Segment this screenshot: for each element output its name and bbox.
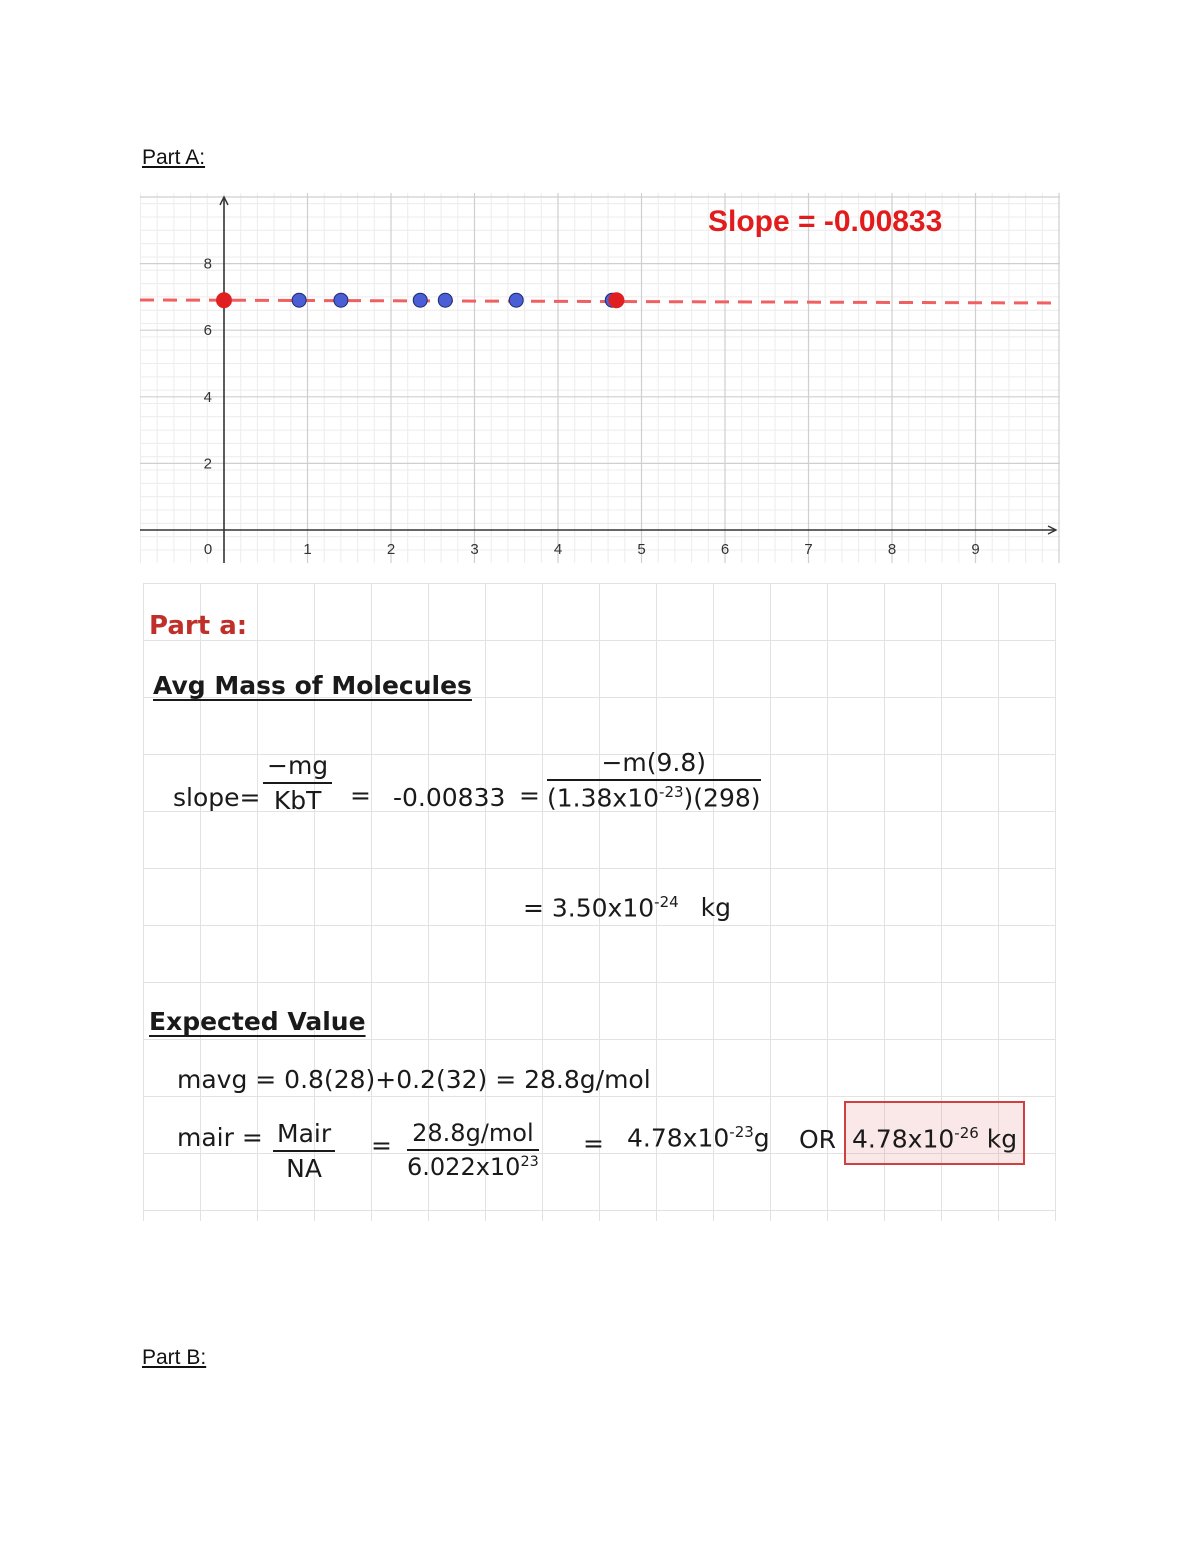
x-tick-label: 1 <box>303 541 312 558</box>
mair-label: mair = <box>177 1123 263 1152</box>
result-base: = 3.50x10 <box>523 893 655 923</box>
data-point <box>438 293 452 307</box>
scatter-graph <box>140 193 1060 563</box>
x-tick-label: 6 <box>720 541 730 558</box>
fraction-mg-over-kbt <box>263 751 332 815</box>
slope-value: -0.00833 <box>393 783 506 812</box>
handwritten-notes <box>143 583 1056 1221</box>
fit-endpoint <box>608 292 624 308</box>
x-tick-label: 0 <box>203 541 213 558</box>
data-point <box>413 293 427 307</box>
fit-line <box>140 300 1060 303</box>
fraction-mass-expression <box>547 748 761 812</box>
fraction-numerator: Mair <box>273 1119 335 1152</box>
mavg-line: mavg = 0.8(28)+0.2(32) = 28.8g/mol <box>177 1065 651 1094</box>
chart-title: Slope = -0.00833 <box>708 205 943 238</box>
denominator-tail: )(298) <box>683 783 761 813</box>
part-a-heading: Part A: <box>142 146 206 169</box>
result-unit: g <box>753 1123 770 1153</box>
denominator-base: 6.022x10 <box>407 1153 521 1181</box>
axes <box>140 197 1056 563</box>
avg-mass-heading: Avg Mass of Molecules <box>153 671 472 700</box>
denominator-exponent: 23 <box>520 1154 539 1170</box>
fraction-denominator: NA <box>286 1154 322 1183</box>
fit-endpoint <box>216 292 232 308</box>
x-tick-label: 2 <box>386 541 396 558</box>
fraction-molar-mass-over-avogadro <box>407 1119 539 1181</box>
or-label: OR <box>799 1125 837 1154</box>
result-unit: kg <box>700 893 731 923</box>
minor-grid <box>140 193 1060 563</box>
x-tick-label: 9 <box>971 541 980 558</box>
equals-sign: = <box>519 781 540 810</box>
boxed-final-answer <box>844 1101 1025 1165</box>
part-b-heading: Part B: <box>142 1346 207 1369</box>
result-exponent: -26 <box>954 1124 979 1142</box>
fraction-denominator <box>547 781 761 812</box>
fraction-denominator: KbT <box>273 786 322 815</box>
denominator-base: (1.38x10 <box>547 783 660 813</box>
data-point <box>334 293 348 307</box>
x-tick-label: 7 <box>804 541 813 558</box>
data-point <box>509 293 523 307</box>
x-tick-label: 4 <box>553 541 563 558</box>
equals-sign: = <box>371 1131 392 1160</box>
x-tick-label: 5 <box>637 541 646 558</box>
y-tick-label: 2 <box>203 455 212 473</box>
fraction-numerator: −m(9.8) <box>547 748 761 781</box>
notes-title: Part a: <box>149 611 248 641</box>
equals-sign: = <box>583 1129 604 1158</box>
x-tick-label: 8 <box>887 541 897 558</box>
expected-value-heading: Expected Value <box>149 1007 366 1036</box>
y-tick-label: 6 <box>203 322 212 340</box>
result-base: 4.78x10 <box>627 1123 730 1153</box>
fraction-numerator: 28.8g/mol <box>407 1119 539 1151</box>
mass-result <box>523 893 731 922</box>
result-exponent: -23 <box>729 1123 754 1141</box>
fraction-mair-over-na <box>273 1119 335 1183</box>
slope-label: slope= <box>173 783 261 812</box>
major-grid <box>140 193 1060 563</box>
equals-sign: = <box>350 781 371 810</box>
result-unit: kg <box>986 1124 1018 1154</box>
result-exponent: -24 <box>654 893 679 911</box>
mass-grams-result <box>627 1123 770 1152</box>
fraction-numerator: −mg <box>263 751 332 784</box>
x-tick-label: 3 <box>470 541 479 558</box>
fit-line-dashed <box>140 300 1060 303</box>
denominator-exponent: -23 <box>659 783 684 801</box>
result-base: 4.78x10 <box>852 1124 955 1154</box>
y-tick-label: 4 <box>203 388 212 406</box>
data-point <box>292 293 306 307</box>
fraction-denominator <box>407 1151 539 1181</box>
y-tick-label: 8 <box>203 255 212 273</box>
